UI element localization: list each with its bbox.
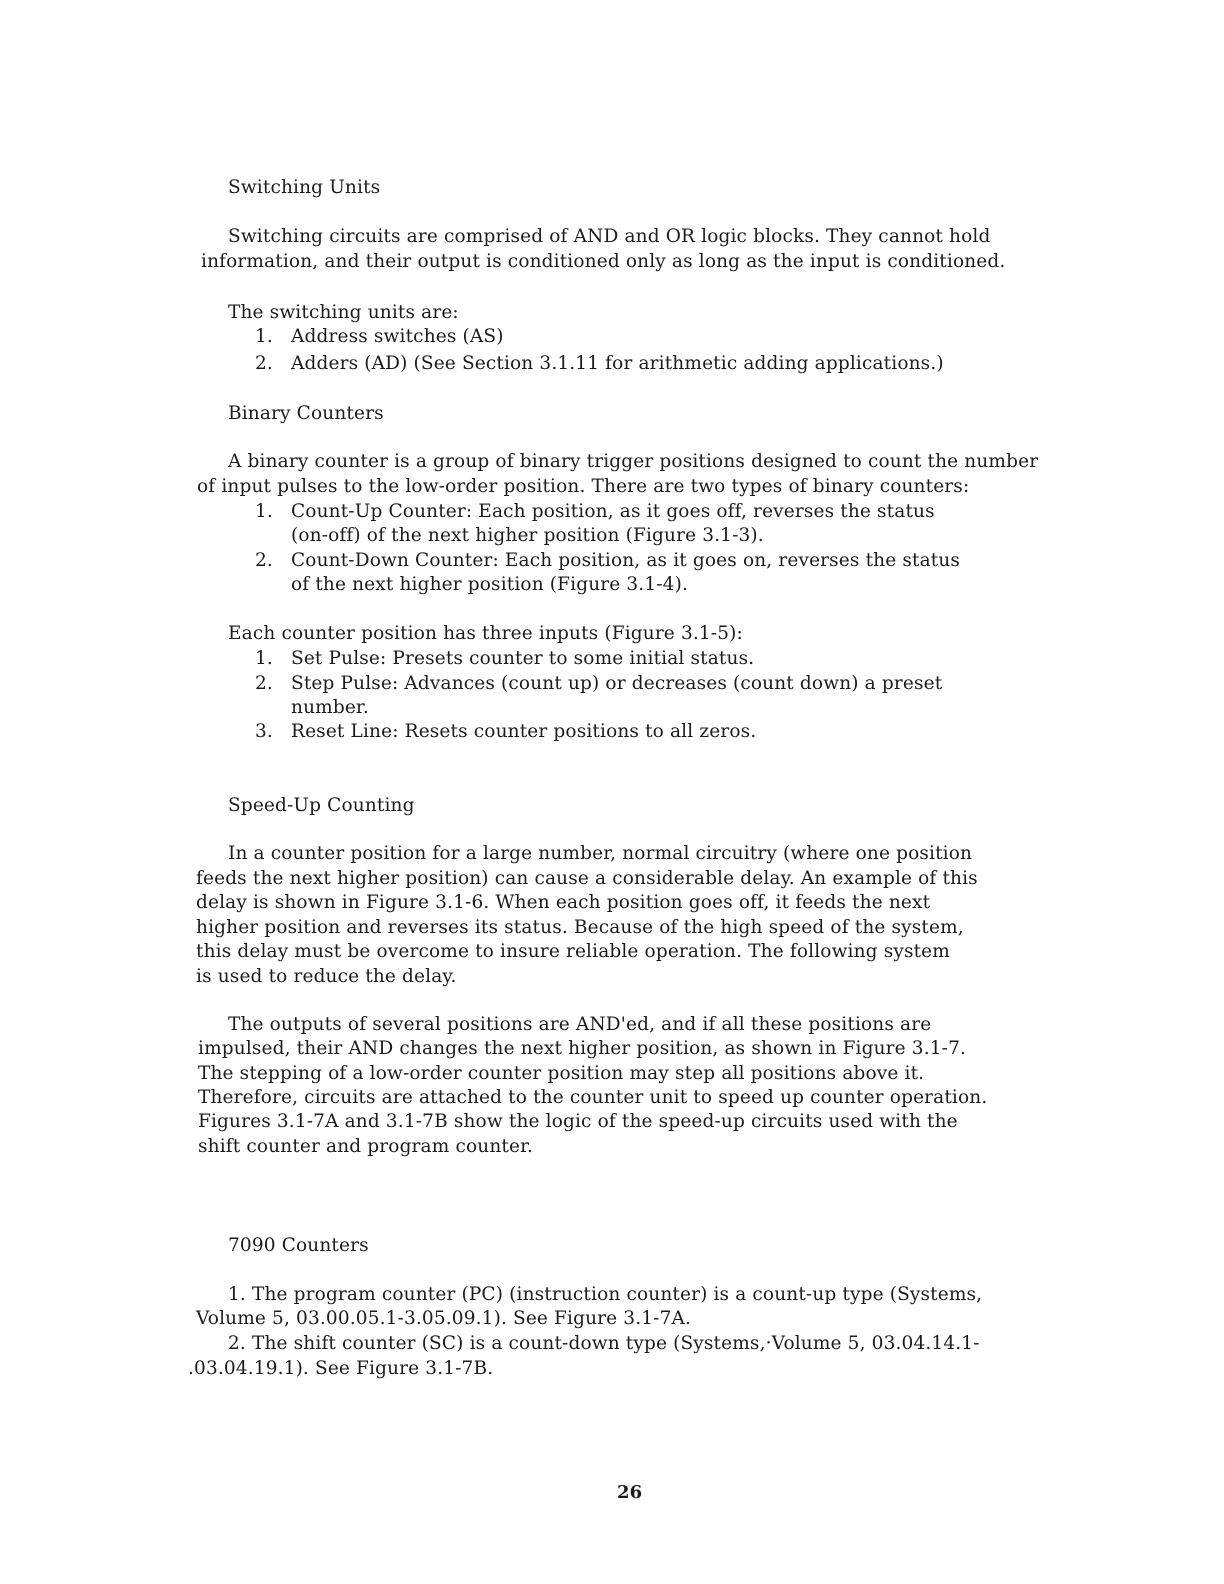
heading-7090-counters: 7090 Counters — [228, 1235, 369, 1256]
speedup-para2-line: Therefore, circuits are attached to the counter unit to speed up counter operation. — [198, 1087, 988, 1108]
counters7090-item-line: .03.04.19.1). See Figure 3.1-7B. — [188, 1358, 494, 1379]
speedup-para2-line: impulsed, their AND changes the next higher position, as shown in Figure 3.1-7. — [198, 1038, 967, 1059]
speedup-para1-line: is used to reduce the delay. — [196, 966, 457, 987]
heading-speed-up-counting: Speed-Up Counting — [228, 795, 415, 816]
switching-para-line: information, and their output is conditioned only as long as the input is conditioned. — [201, 251, 1006, 272]
binary-type-item: 1. Count-Up Counter: Each position, as it goes off, reverses the status — [255, 501, 935, 522]
switching-list-item: 1. Address switches (AS) — [255, 326, 504, 347]
counters7090-item-line: 2. The shift counter (SC) is a count-down type (Systems,·Volume 5, 03.04.14.1- — [228, 1333, 980, 1354]
counters7090-item-line: 1. The program counter (PC) (instruction counter) is a count-up type (Systems, — [228, 1284, 983, 1305]
binary-para-line: of input pulses to the low-order position. There are two types of binary counters: — [197, 476, 970, 497]
switching-list-intro: The switching units are: — [228, 302, 459, 323]
binary-type-item-cont: (on-off) of the next higher position (Figure 3.1-3). — [291, 525, 764, 546]
counter-inputs-intro: Each counter position has three inputs (Figure 3.1-5): — [228, 623, 743, 644]
switching-list-item: 2. Adders (AD) (See Section 3.1.11 for arithmetic adding applications.) — [255, 353, 944, 374]
speedup-para1-line: this delay must be overcome to insure reliable operation. The following system — [196, 941, 950, 962]
speedup-para2-line: shift counter and program counter. — [198, 1136, 534, 1157]
speedup-para2-line: Figures 3.1-7A and 3.1-7B show the logic of the speed-up circuits used with the — [198, 1111, 958, 1132]
counters7090-item-line: Volume 5, 03.00.05.1-3.05.09.1). See Figure 3.1-7A. — [196, 1308, 692, 1329]
counter-input-item: 3. Reset Line: Resets counter positions to all zeros. — [255, 721, 757, 742]
binary-para-line: A binary counter is a group of binary trigger positions designed to count the number — [228, 451, 1039, 472]
counter-input-item: 1. Set Pulse: Presets counter to some initial status. — [255, 648, 755, 669]
binary-type-item-cont: of the next higher position (Figure 3.1-4). — [291, 574, 688, 595]
heading-switching-units: Switching Units — [228, 177, 381, 198]
speedup-para2-line: The outputs of several positions are AND'ed, and if all these positions are — [228, 1014, 932, 1035]
speedup-para2-line: The stepping of a low-order counter position may step all positions above it. — [198, 1063, 925, 1084]
speedup-para1-line: In a counter position for a large number, normal circuitry (where one position — [228, 843, 973, 864]
speedup-para1-line: delay is shown in Figure 3.1-6. When each position goes off, it feeds the next — [196, 892, 931, 913]
speedup-para1-line: feeds the next higher position) can cause a considerable delay. An example of this — [196, 868, 978, 889]
binary-type-item: 2. Count-Down Counter: Each position, as it goes on, reverses the status — [255, 550, 961, 571]
page-number: 26 — [617, 1482, 643, 1503]
switching-para-line: Switching circuits are comprised of AND and OR logic blocks. They cannot hold — [228, 226, 991, 247]
speedup-para1-line: higher position and reverses its status. Because of the high speed of the system, — [196, 917, 964, 938]
counter-input-item-cont: number. — [291, 697, 369, 718]
counter-input-item: 2. Step Pulse: Advances (count up) or decreases (count down) a preset — [255, 673, 943, 694]
heading-binary-counters: Binary Counters — [228, 403, 384, 424]
